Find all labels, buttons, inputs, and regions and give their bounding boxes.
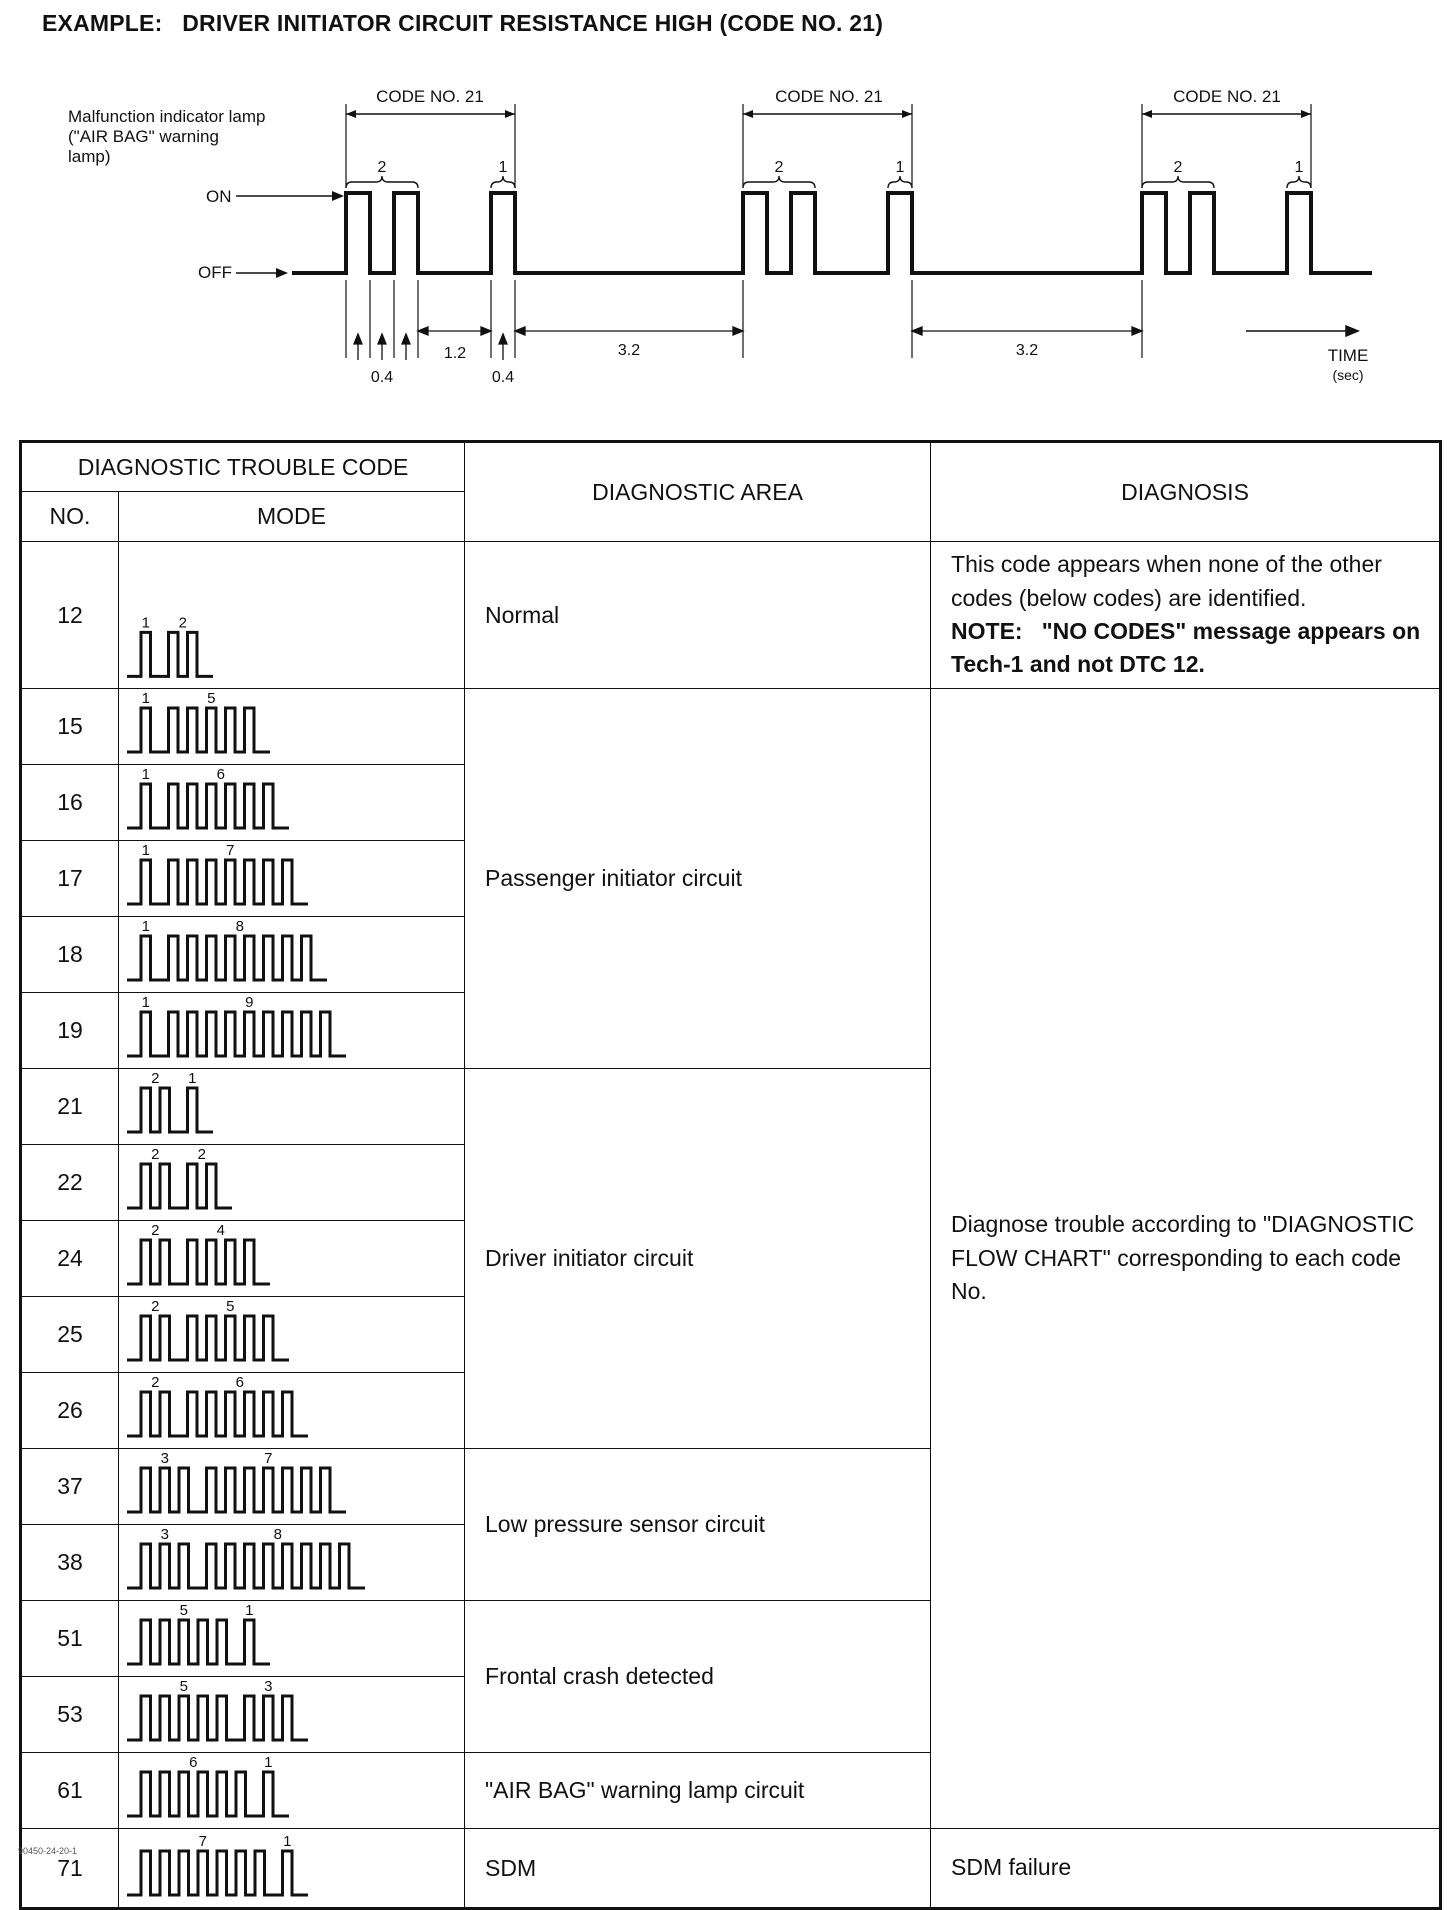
page-title xyxy=(42,10,883,37)
code-mode xyxy=(119,765,465,841)
blink-count-second: 6 xyxy=(235,1374,244,1391)
on-label: ON xyxy=(206,187,232,206)
blink-count-first: 1 xyxy=(141,994,150,1011)
code-number: 21 xyxy=(21,1069,119,1145)
blink-count-first: 6 xyxy=(189,1754,198,1771)
code-number: 16 xyxy=(21,765,119,841)
diagnosis-normal xyxy=(931,542,1441,689)
blink-waveform xyxy=(127,936,327,980)
blink-waveform xyxy=(127,1851,308,1895)
lamp-label-line3: lamp) xyxy=(68,147,111,166)
title-text: DRIVER INITIATOR CIRCUIT RESISTANCE HIGH (CODE NO. 21) xyxy=(182,10,884,36)
code-number: 15 xyxy=(21,689,119,765)
blink-count-first: 5 xyxy=(179,1678,188,1695)
blink-count-second: 8 xyxy=(235,918,244,935)
code-span-2 xyxy=(743,87,912,188)
diagnosis-flow-chart: Diagnose trouble according to "DIAGNOSTIC FLOW CHART" corresponding to each code No. xyxy=(931,689,1441,1829)
blink-count-second: 1 xyxy=(264,1754,273,1771)
blink-count-second: 6 xyxy=(216,766,225,783)
table-row xyxy=(21,542,1441,689)
code-mode xyxy=(119,1829,465,1909)
blink-waveform xyxy=(127,1772,289,1816)
table-row xyxy=(21,1829,1441,1909)
code-mode xyxy=(119,542,465,689)
lamp-waveform xyxy=(292,193,1372,273)
blink-count-first: 2 xyxy=(151,1070,160,1087)
code-number: 38 xyxy=(21,1525,119,1601)
blink-count-second: 4 xyxy=(216,1222,225,1239)
code-mode xyxy=(119,1145,465,1221)
code-mode xyxy=(119,1601,465,1677)
code-mode xyxy=(119,689,465,765)
blink-count-second: 7 xyxy=(226,842,235,859)
digit-label-first: 2 xyxy=(377,159,387,176)
digit-label-second: 1 xyxy=(1294,159,1304,176)
blink-count-first: 2 xyxy=(151,1298,160,1315)
blink-pattern-18 xyxy=(119,917,465,992)
time-label: TIME xyxy=(1327,346,1369,365)
code-span-label: CODE NO. 21 xyxy=(775,87,883,106)
blink-count-first: 2 xyxy=(151,1146,160,1163)
blink-waveform xyxy=(127,1088,213,1132)
footer-code: 90450-24-20-1 xyxy=(18,1846,78,1856)
blink-count-second: 5 xyxy=(226,1298,235,1315)
blink-pattern-24 xyxy=(119,1221,465,1296)
code-number: 17 xyxy=(21,841,119,917)
blink-count-first: 1 xyxy=(141,918,150,935)
digit-label-second: 1 xyxy=(895,159,905,176)
code-span-3 xyxy=(1142,87,1311,188)
blink-count-second: 1 xyxy=(188,1070,197,1087)
code-mode xyxy=(119,917,465,993)
blink-pattern-21 xyxy=(119,1069,465,1144)
code-mode xyxy=(119,1373,465,1449)
blink-count-second: 2 xyxy=(178,614,187,632)
blink-waveform xyxy=(127,1468,346,1512)
blink-waveform xyxy=(127,1392,308,1436)
blink-count-first: 5 xyxy=(179,1602,188,1619)
header-diagnosis: DIAGNOSIS xyxy=(931,442,1441,542)
code-number: 24 xyxy=(21,1221,119,1297)
code-span-label: CODE NO. 21 xyxy=(376,87,484,106)
blink-count-first: 7 xyxy=(198,1833,207,1850)
header-no: NO. xyxy=(21,492,119,542)
timing-diagram xyxy=(0,60,1456,420)
header-dtc: DIAGNOSTIC TROUBLE CODE xyxy=(21,442,465,492)
blink-count-second: 7 xyxy=(264,1450,273,1467)
digit-label-first: 2 xyxy=(774,159,784,176)
area-sdm: SDM xyxy=(465,1829,931,1909)
area-driver: Driver initiator circuit xyxy=(465,1069,931,1449)
blink-count-first: 1 xyxy=(141,842,150,859)
dtc-table xyxy=(19,440,1442,1910)
code-number: 71 xyxy=(21,1829,119,1909)
area-lamp: "AIR BAG" warning lamp circuit xyxy=(465,1753,931,1829)
blink-pattern-71 xyxy=(119,1829,465,1907)
code-mode xyxy=(119,993,465,1069)
blink-count-first: 2 xyxy=(151,1374,160,1391)
code-number: 22 xyxy=(21,1145,119,1221)
blink-count-second: 8 xyxy=(273,1526,282,1543)
blink-waveform xyxy=(127,784,289,828)
blink-waveform xyxy=(127,1620,270,1664)
code-mode xyxy=(119,1069,465,1145)
code-mode xyxy=(119,1297,465,1373)
blink-count-second: 3 xyxy=(264,1678,273,1695)
pulse-width-arrows xyxy=(354,334,507,360)
code-gap-label: 3.2 xyxy=(1015,342,1039,359)
blink-count-first: 3 xyxy=(160,1450,169,1467)
lamp-label-line1: Malfunction indicator lamp xyxy=(68,107,266,126)
title-label: EXAMPLE: xyxy=(42,10,163,36)
blink-count-second: 9 xyxy=(245,994,254,1011)
blink-count-first: 3 xyxy=(160,1526,169,1543)
blink-count-second: 2 xyxy=(197,1146,206,1163)
blink-waveform xyxy=(127,632,213,676)
blink-pattern-37 xyxy=(119,1449,465,1524)
blink-count-second: 1 xyxy=(245,1602,254,1619)
code-mode xyxy=(119,1449,465,1525)
code-number: 51 xyxy=(21,1601,119,1677)
header-area: DIAGNOSTIC AREA xyxy=(465,442,931,542)
digit-gap-arrow xyxy=(418,327,491,335)
blink-count-second: 1 xyxy=(283,1833,292,1850)
note-text: "NO CODES" message appears on Tech-1 and not DTC 12. xyxy=(951,618,1421,678)
blink-waveform xyxy=(127,708,270,752)
blink-waveform xyxy=(127,860,308,904)
blink-pattern-19 xyxy=(119,993,465,1068)
note-label: NOTE: xyxy=(951,618,1023,644)
code-span-label: CODE NO. 21 xyxy=(1173,87,1281,106)
blink-count-first: 1 xyxy=(141,766,150,783)
code-mode xyxy=(119,1525,465,1601)
code-mode xyxy=(119,1221,465,1297)
blink-pattern-38 xyxy=(119,1525,465,1600)
blink-count-first: 1 xyxy=(141,614,150,632)
off-label: OFF xyxy=(198,263,232,282)
table-header-row xyxy=(21,442,1441,492)
blink-pattern-17 xyxy=(119,841,465,916)
diagnosis-normal-text: This code appears when none of the other codes (below codes) are identified. xyxy=(951,551,1382,611)
code-number: 18 xyxy=(21,917,119,993)
pulse-width-label: 0.4 xyxy=(491,369,515,386)
code-number: 26 xyxy=(21,1373,119,1449)
lamp-label-line2: ("AIR BAG" warning xyxy=(68,127,219,146)
area-passenger: Passenger initiator circuit xyxy=(465,689,931,1069)
code-mode xyxy=(119,841,465,917)
blink-pattern-16 xyxy=(119,765,465,840)
blink-count-first: 2 xyxy=(151,1222,160,1239)
code-span-1 xyxy=(346,87,515,188)
time-arrow xyxy=(1246,326,1358,336)
area-normal: Normal xyxy=(465,542,931,689)
code-mode xyxy=(119,1677,465,1753)
code-mode xyxy=(119,1753,465,1829)
blink-count-second: 5 xyxy=(207,690,216,707)
code-number: 61 xyxy=(21,1753,119,1829)
code-gap-arrows xyxy=(515,327,1142,335)
code-number: 25 xyxy=(21,1297,119,1373)
digit-braces xyxy=(346,176,1311,188)
off-arrowhead xyxy=(276,268,288,278)
blink-pattern-22 xyxy=(119,1145,465,1220)
on-arrowhead xyxy=(332,191,344,201)
blink-waveform xyxy=(127,1240,270,1284)
blink-pattern-61 xyxy=(119,1753,465,1828)
blink-waveform xyxy=(127,1316,289,1360)
blink-waveform xyxy=(127,1544,365,1588)
blink-pattern-53 xyxy=(119,1677,465,1752)
blink-count-first: 1 xyxy=(141,690,150,707)
blink-pattern-51 xyxy=(119,1601,465,1676)
blink-waveform xyxy=(127,1696,308,1740)
blink-pattern-26 xyxy=(119,1373,465,1448)
code-number: 37 xyxy=(21,1449,119,1525)
digit-label-first: 2 xyxy=(1173,159,1183,176)
blink-waveform xyxy=(127,1164,232,1208)
code-gap-label: 3.2 xyxy=(617,342,641,359)
blink-waveform xyxy=(127,1012,346,1056)
area-low-pressure: Low pressure sensor circuit xyxy=(465,1449,931,1601)
code-number: 19 xyxy=(21,993,119,1069)
blink-pattern-15 xyxy=(119,689,465,764)
table-row xyxy=(21,689,1441,765)
pulse-width-label: 0.4 xyxy=(370,369,394,386)
code-number: 53 xyxy=(21,1677,119,1753)
code-number: 12 xyxy=(21,542,119,689)
blink-pattern-12 xyxy=(119,542,465,688)
area-frontal: Frontal crash detected xyxy=(465,1601,931,1753)
digit-gap-label: 1.2 xyxy=(443,345,467,362)
diagnosis-sdm-failure: SDM failure xyxy=(931,1829,1441,1909)
blink-pattern-25 xyxy=(119,1297,465,1372)
header-mode: MODE xyxy=(119,492,465,542)
time-unit: (sec) xyxy=(1332,367,1364,383)
digit-label-second: 1 xyxy=(498,159,508,176)
